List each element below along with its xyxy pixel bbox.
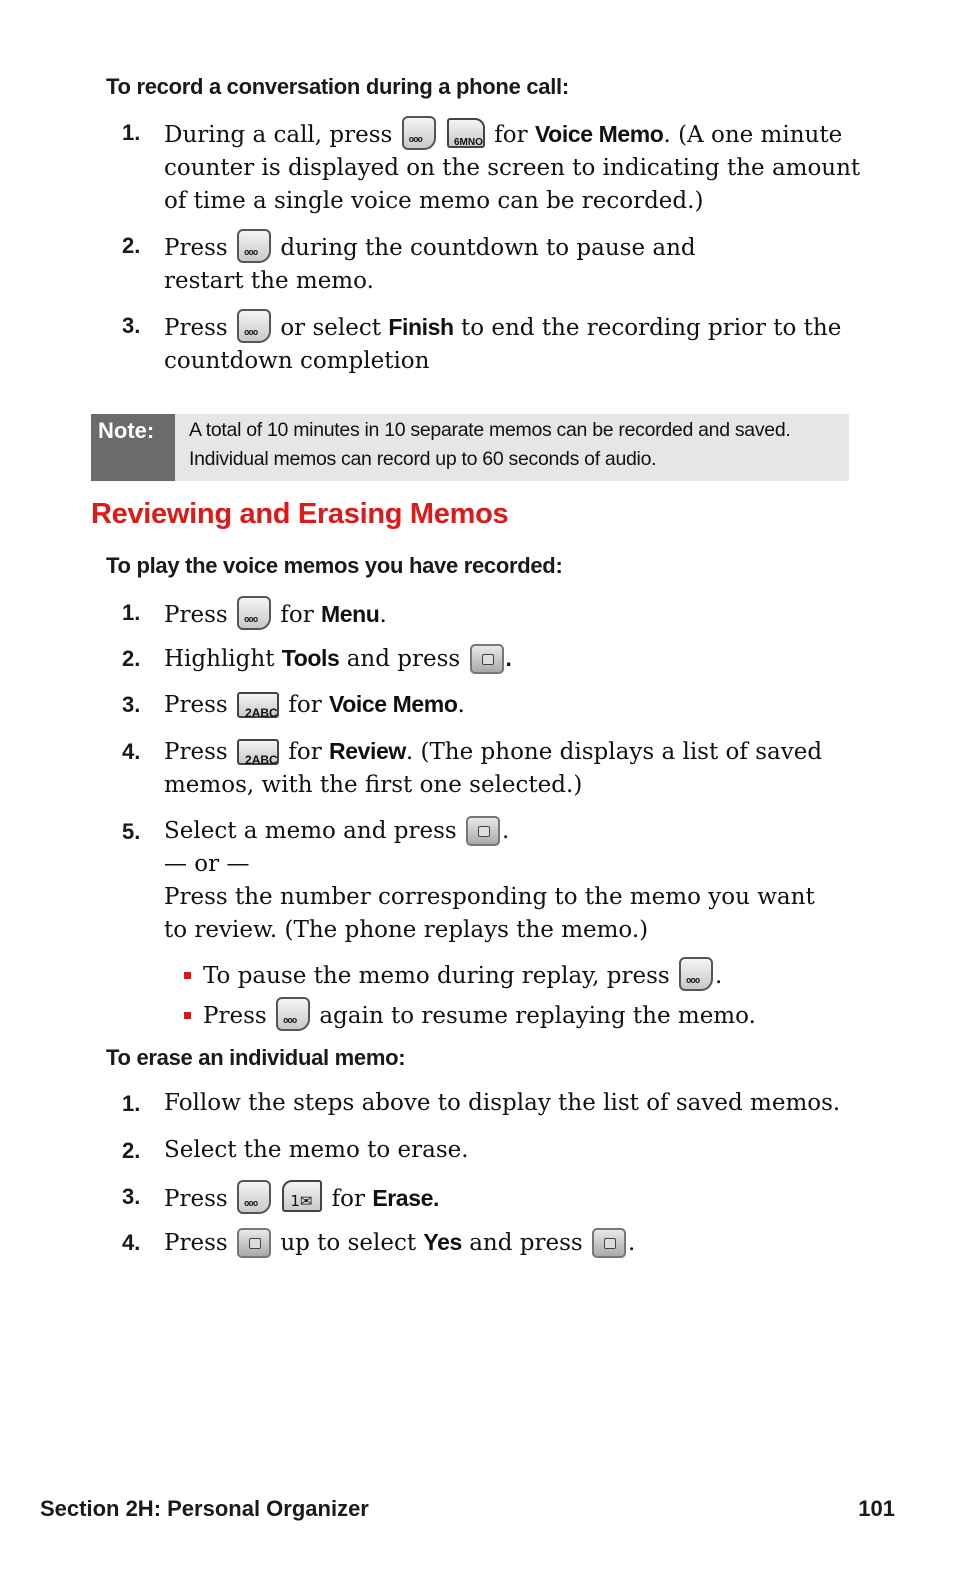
bullet-item: [184, 957, 884, 993]
step-text: [164, 116, 864, 218]
key-6-icon: [447, 118, 485, 148]
step-text-part: for: [494, 122, 528, 148]
subheading-play-memos: To play the voice memos you have recorded:: [106, 553, 563, 578]
keyword-menu: Menu: [321, 601, 380, 627]
step-text-part: or select: [280, 315, 381, 341]
note-label: Note:: [91, 414, 175, 481]
right-softkey-icon: [276, 997, 310, 1031]
bullet-square-icon: [184, 1012, 191, 1019]
step-text-part: .: [628, 1230, 636, 1256]
step-text-part: .: [379, 602, 387, 628]
step-text-part: Press: [164, 692, 228, 718]
step-text-part: Select a memo and press: [164, 818, 457, 844]
play-step-5: [122, 815, 882, 947]
right-softkey-icon: [237, 229, 271, 263]
step-text-part: Press the number corresponding to the memo you want to review. (The phone replays the memo.): [164, 884, 815, 943]
record-step-2: [122, 229, 882, 298]
erase-step-4: [122, 1226, 882, 1260]
subheading-erase-memo: To erase an individual memo:: [106, 1045, 406, 1070]
note-line: Individual memos can record up to 60 seconds of audio.: [189, 448, 657, 470]
step-text-part: up to select: [280, 1230, 417, 1256]
step-text-part: Press: [164, 602, 228, 628]
step-text: [164, 1180, 864, 1216]
step-number: 2.: [122, 646, 141, 671]
bullet-text: Press: [203, 1003, 267, 1029]
keyword-yes: Yes: [423, 1229, 462, 1255]
step-text-part: .: [505, 645, 512, 671]
bullet-text: To pause the memo during replay, press: [203, 963, 670, 989]
step-text-part: Highlight: [164, 646, 275, 672]
step-number: 4.: [122, 739, 141, 764]
step-text-part: during the countdown to pause and restart the memo.: [164, 235, 696, 294]
key-2-icon: [237, 692, 279, 718]
footer-page-number: 101: [858, 1496, 895, 1521]
step-text-part: for: [331, 1186, 365, 1212]
navigation-key-icon: [237, 1228, 271, 1258]
note-line: A total of 10 minutes in 10 separate memos can be recorded and saved.: [189, 419, 791, 441]
step-number: 3.: [122, 1184, 141, 1209]
step-text-part: .: [502, 818, 510, 844]
step-text: Select the memo to erase.: [164, 1137, 469, 1163]
play-step-1: [122, 596, 882, 632]
step-number: 4.: [122, 1230, 141, 1255]
bullet-square-icon: [184, 972, 191, 979]
step-text-part: During a call, press: [164, 122, 393, 148]
step-number: 3.: [122, 313, 141, 338]
keyword-voice-memo: Voice Memo: [329, 691, 458, 717]
footer-section-label: Section 2H: Personal Organizer: [40, 1496, 369, 1521]
step-number: 1.: [122, 600, 141, 625]
right-softkey-icon: [679, 957, 713, 991]
step-text: [164, 309, 864, 378]
keyword-voice-memo: Voice Memo: [534, 121, 664, 147]
step-text: [164, 815, 844, 947]
erase-step-1: [122, 1087, 882, 1120]
play-step-3: [122, 688, 882, 722]
keyword-tools: Tools: [281, 645, 340, 671]
step-text: [164, 688, 864, 722]
or-separator: — or —: [164, 851, 250, 877]
right-softkey-icon: [402, 116, 436, 150]
step-text-part: Press: [164, 739, 228, 765]
step-text: [164, 735, 824, 802]
play-step-2: [122, 642, 882, 676]
step-number: 5.: [122, 819, 141, 844]
step-text: Follow the steps above to display the list of saved memos.: [164, 1090, 841, 1116]
keyword-review: Review: [329, 738, 406, 764]
bullet-text: again to resume replaying the memo.: [319, 1003, 756, 1029]
step-text: [164, 642, 864, 676]
step-text-part: for: [288, 739, 322, 765]
record-step-3: [122, 309, 882, 378]
ok-key-icon: [466, 816, 500, 846]
step-text-part: and press: [346, 646, 461, 672]
step-number: 3.: [122, 692, 141, 717]
key-1-icon: [282, 1180, 322, 1212]
step-text: [164, 1226, 864, 1260]
step-text-part: and press: [469, 1230, 583, 1256]
step-text-part: Press: [164, 1230, 228, 1256]
step-text-part: for: [288, 692, 322, 718]
keyword-erase: Erase.: [372, 1185, 439, 1211]
subheading-record-call: To record a conversation during a phone call:: [106, 74, 569, 99]
key-2-icon: [237, 739, 279, 765]
step-text: [164, 596, 864, 632]
left-softkey-icon: [237, 596, 271, 630]
erase-step-3: [122, 1180, 882, 1216]
step-text-part: for: [280, 602, 314, 628]
right-softkey-icon: [237, 309, 271, 343]
step-text-part: . (The phone displays a list of saved memos, with the first one selected.): [164, 739, 823, 798]
bullet-item: [184, 997, 884, 1033]
erase-step-2: [122, 1134, 882, 1167]
step-text-part: to end the recording prior to the countdown completion: [164, 315, 842, 374]
keyword-finish: Finish: [388, 314, 454, 340]
step-text-part: . (A one minute counter is displayed on the screen to indicating the amount of time a single voice memo can be recorded.): [164, 122, 861, 214]
ok-key-icon: [592, 1228, 626, 1258]
note-text: [175, 414, 849, 481]
step-number: 1.: [122, 120, 141, 145]
step-text-part: Press: [164, 1186, 228, 1212]
step-number: 2.: [122, 1138, 141, 1163]
step-number: 1.: [122, 1091, 141, 1116]
play-step-4: [122, 735, 882, 802]
step-text-part: Press: [164, 315, 228, 341]
step-text-part: .: [457, 692, 465, 718]
record-step-1: [122, 116, 882, 218]
ok-key-icon: [470, 644, 504, 674]
step-text: [164, 229, 764, 298]
section-title: Reviewing and Erasing Memos: [91, 498, 509, 530]
right-softkey-icon: [237, 1180, 271, 1214]
step-text-part: Press: [164, 235, 228, 261]
step-number: 2.: [122, 233, 141, 258]
bullet-text: .: [715, 963, 723, 989]
note-box: [91, 414, 849, 481]
